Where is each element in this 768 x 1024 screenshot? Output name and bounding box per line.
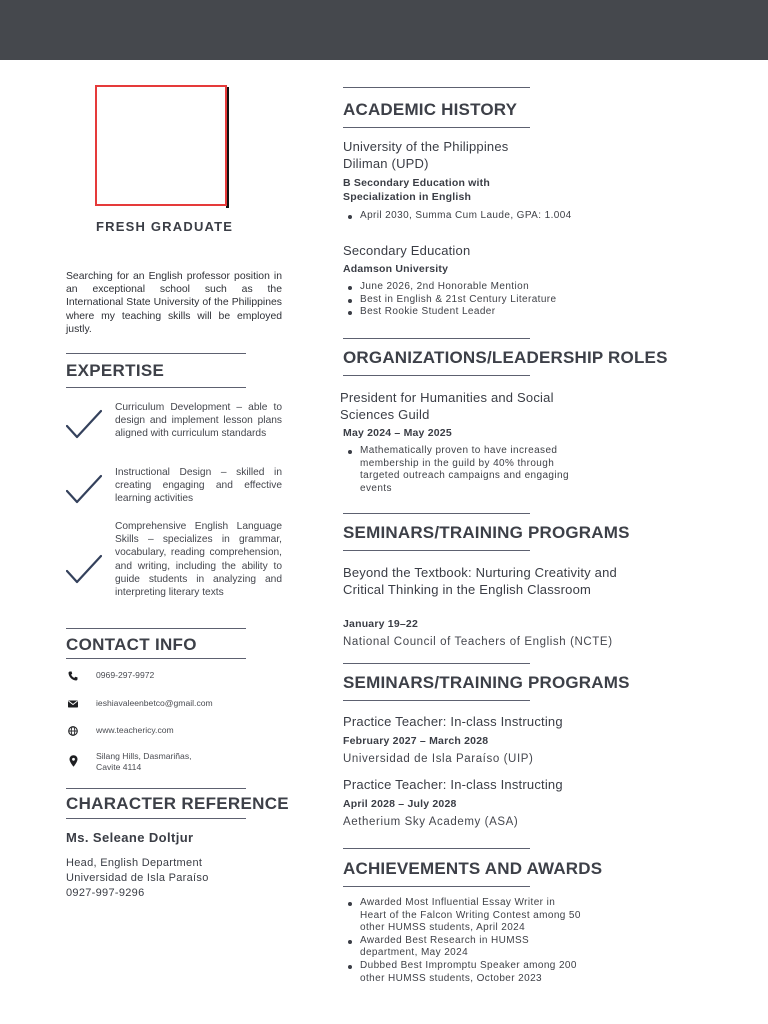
expertise-heading: EXPERTISE — [66, 361, 165, 380]
divider — [343, 375, 530, 376]
degree-name: Adamson University — [343, 263, 449, 275]
seminar-title: Practice Teacher: In-class Instructing — [343, 777, 563, 792]
contact-heading: CONTACT INFO — [66, 635, 197, 654]
list-item: April 2030, Summa Cum Laude, GPA: 1.004 — [343, 210, 603, 223]
divider — [343, 513, 530, 514]
phone-number: 0969-297-9972 — [96, 670, 155, 680]
divider — [343, 848, 530, 849]
reference-heading: CHARACTER REFERENCE — [66, 794, 289, 813]
divider — [66, 628, 246, 629]
role-dates: May 2024 – May 2025 — [343, 427, 452, 439]
divider — [66, 788, 246, 789]
expertise-item — [66, 520, 282, 612]
seminar-dates: February 2027 – March 2028 — [343, 735, 489, 747]
address-line: Silang Hills, Dasmariñas, — [96, 751, 192, 761]
divider — [343, 127, 530, 128]
seminar-organizer: Universidad de Isla Paraíso (UIP) — [343, 753, 534, 765]
seminars-heading: SEMINARS/TRAINING PROGRAMS — [343, 673, 630, 692]
seminar-dates: April 2028 – July 2028 — [343, 798, 457, 810]
divider — [343, 550, 530, 551]
expertise-text: Comprehensive English Language Skills – specializes in grammar, vocabulary, reading comprehension, and writing, including the ability to guide students in analyzing and interpreting literary texts — [115, 521, 282, 599]
seminar-title: Practice Teacher: In-class Instructing — [343, 714, 563, 729]
profile-photo-frame — [95, 85, 229, 208]
awards-bullets — [343, 897, 583, 985]
contact-website — [66, 725, 266, 739]
degree-name: B Secondary Education with Specialization in English — [343, 177, 490, 203]
website-url[interactable]: www.teachericy.com — [96, 725, 174, 735]
location-pin-icon — [66, 755, 80, 769]
envelope-icon — [66, 700, 80, 710]
school-name: Secondary Education — [343, 243, 471, 258]
academic-bullets — [343, 281, 603, 319]
contact-email — [66, 698, 266, 712]
checkmark-icon — [66, 554, 102, 584]
contact-address — [66, 751, 266, 775]
divider — [343, 338, 530, 339]
checkmark-icon — [66, 409, 102, 439]
seminars-heading: SEMINARS/TRAINING PROGRAMS — [343, 523, 630, 542]
career-summary: Searching for an English professor position in an exceptional school such as the International State University of the Philippines where my teaching skills will be employed justly. — [66, 271, 282, 335]
expertise-item — [66, 401, 282, 453]
divider — [343, 87, 530, 88]
awards-heading: ACHIEVEMENTS AND AWARDS — [343, 859, 603, 878]
seminar-organizer: Aetherium Sky Academy (ASA) — [343, 816, 519, 828]
expertise-text: Curriculum Development – able to design and implement lesson plans aligned with curriculum standards — [115, 402, 282, 440]
divider — [66, 387, 246, 388]
reference-school: Universidad de Isla Paraíso — [66, 872, 209, 884]
divider — [343, 886, 530, 887]
divider — [66, 658, 246, 659]
organizations-heading: ORGANIZATIONS/LEADERSHIP ROLES — [343, 348, 668, 367]
header-bar — [0, 0, 768, 60]
organization-bullets — [343, 445, 593, 495]
school-name: University of the Philippines Diliman (UPD) — [343, 139, 509, 171]
seminar-title: Beyond the Textbook: Nurturing Creativity and Critical Thinking in the English Classroom — [343, 565, 617, 597]
role-name: President for Humanities and Social Sciences Guild — [340, 390, 554, 422]
address-line: Cavite 4114 — [96, 762, 142, 772]
list-item: June 2026, 2nd Honorable Mention — [343, 281, 603, 294]
phone-icon — [66, 671, 80, 683]
list-item: Best in English & 21st Century Literature — [343, 294, 603, 307]
seminar-dates: January 19–22 — [343, 618, 418, 630]
reference-phone: 0927-997-9296 — [66, 887, 145, 899]
list-item: Dubbed Best Impromptu Speaker among 200 other HUMSS students, October 2023 — [343, 960, 583, 985]
divider — [66, 818, 246, 819]
divider — [343, 700, 530, 701]
divider — [66, 353, 246, 354]
role-title: FRESH GRADUATE — [96, 219, 234, 234]
globe-icon — [66, 726, 80, 738]
checkmark-icon — [66, 474, 102, 504]
reference-position: Head, English Department — [66, 857, 203, 869]
email-address[interactable]: ieshiavaleenbetco@gmail.com — [96, 698, 213, 708]
reference-name: Ms. Seleane Doltjur — [66, 830, 194, 845]
academic-bullets — [343, 210, 603, 223]
seminar-organizer: National Council of Teachers of English (NCTE) — [343, 636, 613, 648]
expertise-text: Instructional Design – skilled in creating engaging and effective learning activities — [115, 467, 282, 505]
list-item: Awarded Best Research in HUMSS department, May 2024 — [343, 935, 583, 960]
list-item: Awarded Most Influential Essay Writer in Heart of the Falcon Writing Contest among 50 other HUMSS students, April 2024 — [343, 897, 583, 935]
expertise-item — [66, 466, 282, 510]
list-item: Best Rookie Student Leader — [343, 306, 603, 319]
contact-phone — [66, 670, 266, 684]
list-item: Mathematically proven to have increased membership in the guild by 40% through targeted outreach campaigns and engaging events — [343, 445, 593, 495]
academic-heading: ACADEMIC HISTORY — [343, 100, 518, 119]
divider — [343, 663, 530, 664]
